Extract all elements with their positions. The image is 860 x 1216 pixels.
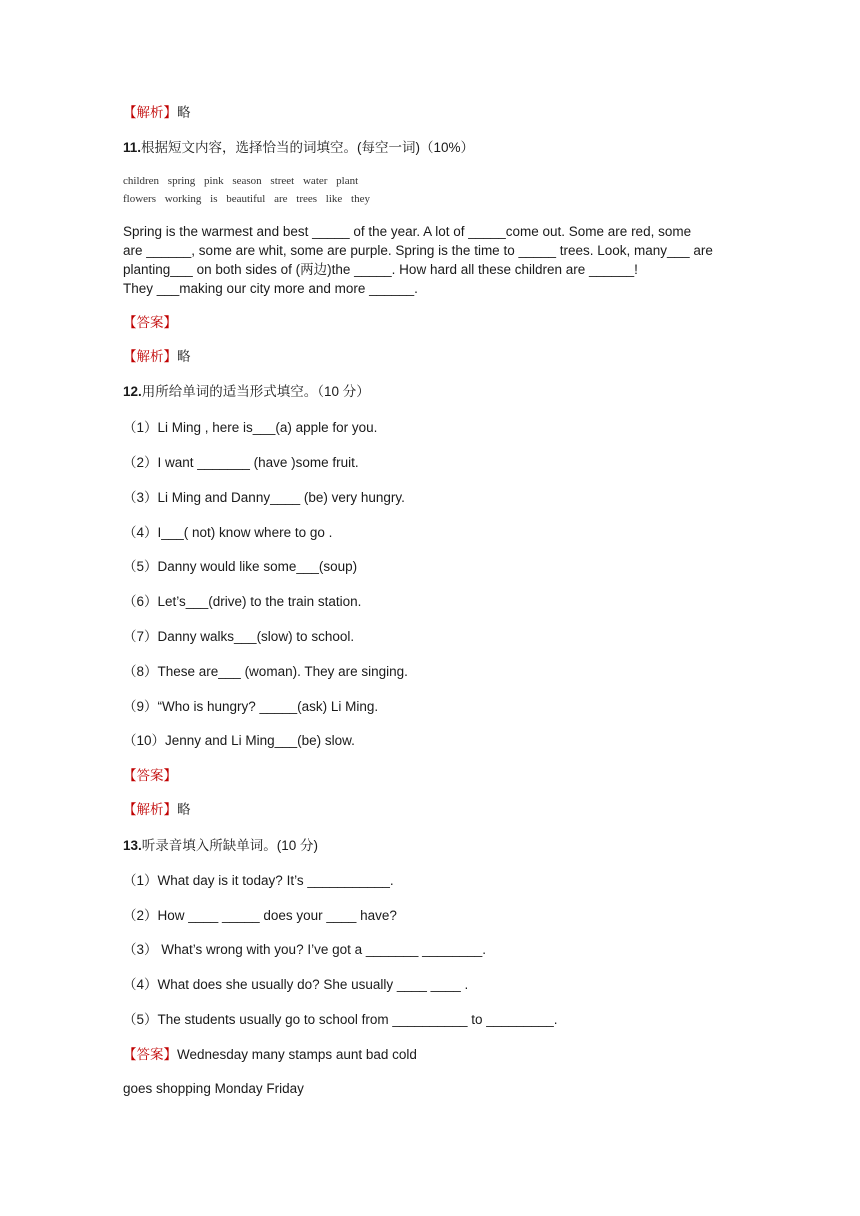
question-11-heading <box>123 138 474 157</box>
answer-text: Wednesday many stamps aunt bad cold <box>177 1047 417 1062</box>
passage-line: Spring is the warmest and best _____ of the year. A lot of _____come out. Some are red, some <box>123 224 692 239</box>
q12-item: （2）I want _______ (have )some fruit. <box>123 455 359 470</box>
q12-item: （5）Danny would like some___(soup) <box>123 559 358 574</box>
cloze-passage <box>123 222 733 298</box>
answer-line-11 <box>123 313 177 332</box>
q12-item: （8）These are___ (woman). They are singing. <box>123 664 408 679</box>
answer-label: 【答案】 <box>123 768 177 783</box>
analysis-label: 【解析】 <box>123 349 177 364</box>
analysis-line-11 <box>123 347 191 366</box>
analysis-label: 【解析】 <box>123 105 177 120</box>
analysis-text: 略 <box>177 349 191 364</box>
question-number: 13. <box>123 838 142 853</box>
q12-item: （7）Danny walks___(slow) to school. <box>123 629 355 644</box>
question-title: 听录音填入所缺单词。(10 分) <box>141 838 319 853</box>
q13-item: （5）The students usually go to school from __________ to _________. <box>123 1012 558 1027</box>
question-12-heading <box>123 382 370 401</box>
answer-line-12 <box>123 766 177 785</box>
passage-line: are ______, some are whit, some are purple. Spring is the time to _____ trees. Look, many___ are <box>123 243 713 258</box>
q13-item: （3） What’s wrong with you? I’ve got a _______ ________. <box>123 942 486 957</box>
q13-item: （1）What day is it today? It’s ___________. <box>123 873 394 888</box>
q13-item: （2）How ____ _____ does your ____ have? <box>123 908 397 923</box>
analysis-line-12 <box>123 800 191 819</box>
answer-line-13 <box>123 1045 417 1064</box>
answer-label: 【答案】 <box>123 1047 177 1062</box>
answer-line-13-cont: goes shopping Monday Friday <box>123 1081 304 1096</box>
word-bank-row-2: flowers working is beautiful are trees like they <box>123 193 370 205</box>
analysis-text: 略 <box>177 802 191 817</box>
q12-item: （6）Let’s___(drive) to the train station. <box>123 594 362 609</box>
passage-line: planting___ on both sides of (两边)the _____. How hard all these children are ______! <box>123 262 638 277</box>
analysis-text: 略 <box>177 105 191 120</box>
analysis-label: 【解析】 <box>123 802 177 817</box>
q12-item: （10）Jenny and Li Ming___(be) slow. <box>123 733 355 748</box>
analysis-line-10 <box>123 103 191 122</box>
question-title: 根据短文内容，选择恰当的词填空。(每空一词)（10%） <box>141 140 475 155</box>
question-number: 11. <box>123 140 142 155</box>
q12-item: （4）I___( not) know where to go . <box>123 525 333 540</box>
passage-line: They ___making our city more and more ______. <box>123 281 418 296</box>
question-number: 12. <box>123 384 142 399</box>
answer-label: 【答案】 <box>123 315 177 330</box>
q12-item: （1）Li Ming , here is___(a) apple for you. <box>123 420 378 435</box>
question-title: 用所给单词的适当形式填空。（10 分） <box>141 384 370 399</box>
word-bank-row-1: children spring pink season street water plant <box>123 175 359 187</box>
q13-item: （4）What does she usually do? She usually ____ ____ . <box>123 977 469 992</box>
question-13-heading <box>123 836 318 855</box>
q12-item: （3）Li Ming and Danny____ (be) very hungry. <box>123 490 405 505</box>
q12-item: （9）“Who is hungry? _____(ask) Li Ming. <box>123 699 379 714</box>
